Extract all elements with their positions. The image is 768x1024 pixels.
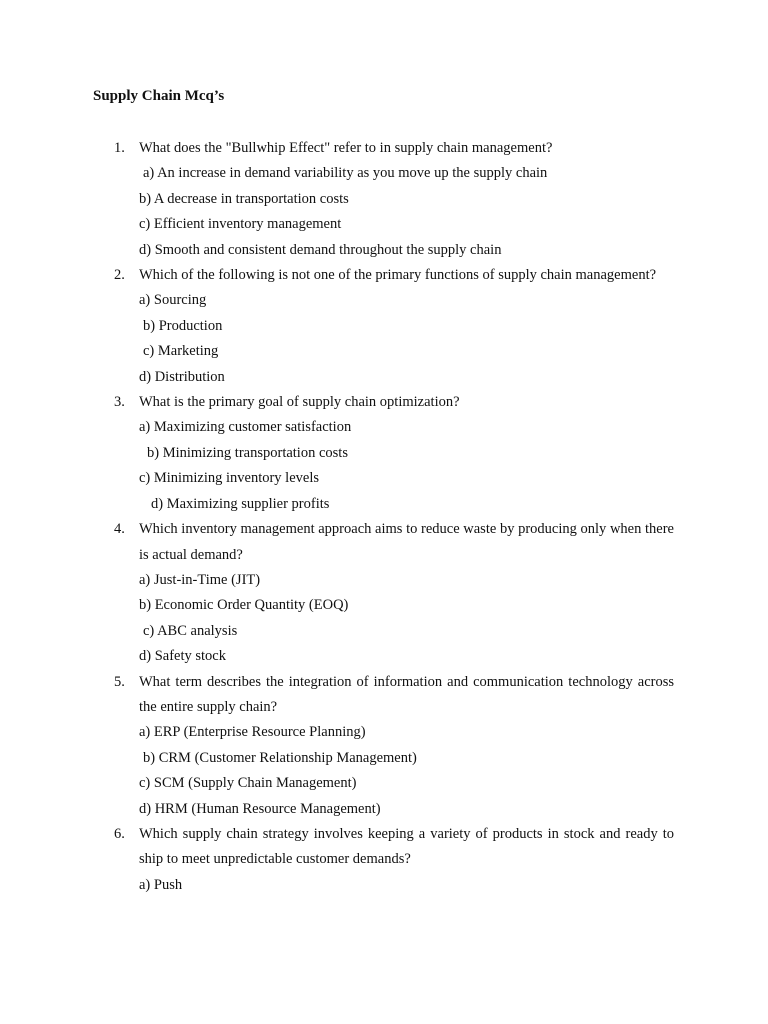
option-b: b) A decrease in transportation costs xyxy=(139,190,349,207)
option-a: a) Maximizing customer satisfaction xyxy=(139,419,352,436)
option-a: a) Sourcing xyxy=(139,292,207,309)
question-text: What term describes the integration of information and communication technology across the entire supply chain? xyxy=(139,673,674,715)
question-number: 5. xyxy=(114,673,125,690)
option-b: b) Minimizing transportation costs xyxy=(147,444,348,461)
option-c: c) Efficient inventory management xyxy=(139,216,342,233)
question-6 xyxy=(0,822,768,898)
option-c: c) Marketing xyxy=(143,343,219,360)
option-d: d) Maximizing supplier profits xyxy=(151,495,330,512)
question-number: 2. xyxy=(114,267,125,284)
option-b: b) Production xyxy=(143,317,223,334)
option-c: c) Minimizing inventory levels xyxy=(139,470,320,487)
question-4 xyxy=(0,517,768,669)
question-text: What is the primary goal of supply chain optimization? xyxy=(139,394,460,411)
question-1 xyxy=(0,136,768,263)
question-number: 6. xyxy=(114,825,125,842)
question-3 xyxy=(0,390,768,517)
question-number: 3. xyxy=(114,394,125,411)
question-5 xyxy=(0,670,768,822)
question-number: 4. xyxy=(114,521,125,538)
question-text: Which supply chain strategy involves keeping a variety of products in stock and ready to ship to meet unpredictable customer demands? xyxy=(139,825,674,868)
option-a: a) Just-in-Time (JIT) xyxy=(139,571,261,588)
question-number: 1. xyxy=(114,140,125,156)
document-title: Supply Chain Mcq’s xyxy=(93,88,225,104)
question-text: Which inventory management approach aims to reduce waste by producing only when there is actual demand? xyxy=(139,521,674,563)
option-d: d) Distribution xyxy=(139,368,225,385)
question-2 xyxy=(0,263,768,390)
option-a: a) ERP (Enterprise Resource Planning) xyxy=(139,724,366,741)
option-b: b) CRM (Customer Relationship Management) xyxy=(143,749,417,766)
option-d: d) Smooth and consistent demand throughout the supply chain xyxy=(139,241,502,258)
option-b: b) Economic Order Quantity (EOQ) xyxy=(139,597,349,614)
option-d: d) Safety stock xyxy=(139,648,226,665)
question-text: What does the "Bullwhip Effect" refer to in supply chain management? xyxy=(139,140,553,156)
option-d: d) HRM (Human Resource Management) xyxy=(139,800,381,817)
option-c: c) ABC analysis xyxy=(143,622,238,639)
option-a: a) Push xyxy=(139,876,183,893)
question-list xyxy=(0,136,768,898)
question-text: Which of the following is not one of the primary functions of supply chain management? xyxy=(139,267,657,284)
option-a: a) An increase in demand variability as you move up the supply chain xyxy=(143,165,548,182)
option-c: c) SCM (Supply Chain Management) xyxy=(139,775,357,792)
